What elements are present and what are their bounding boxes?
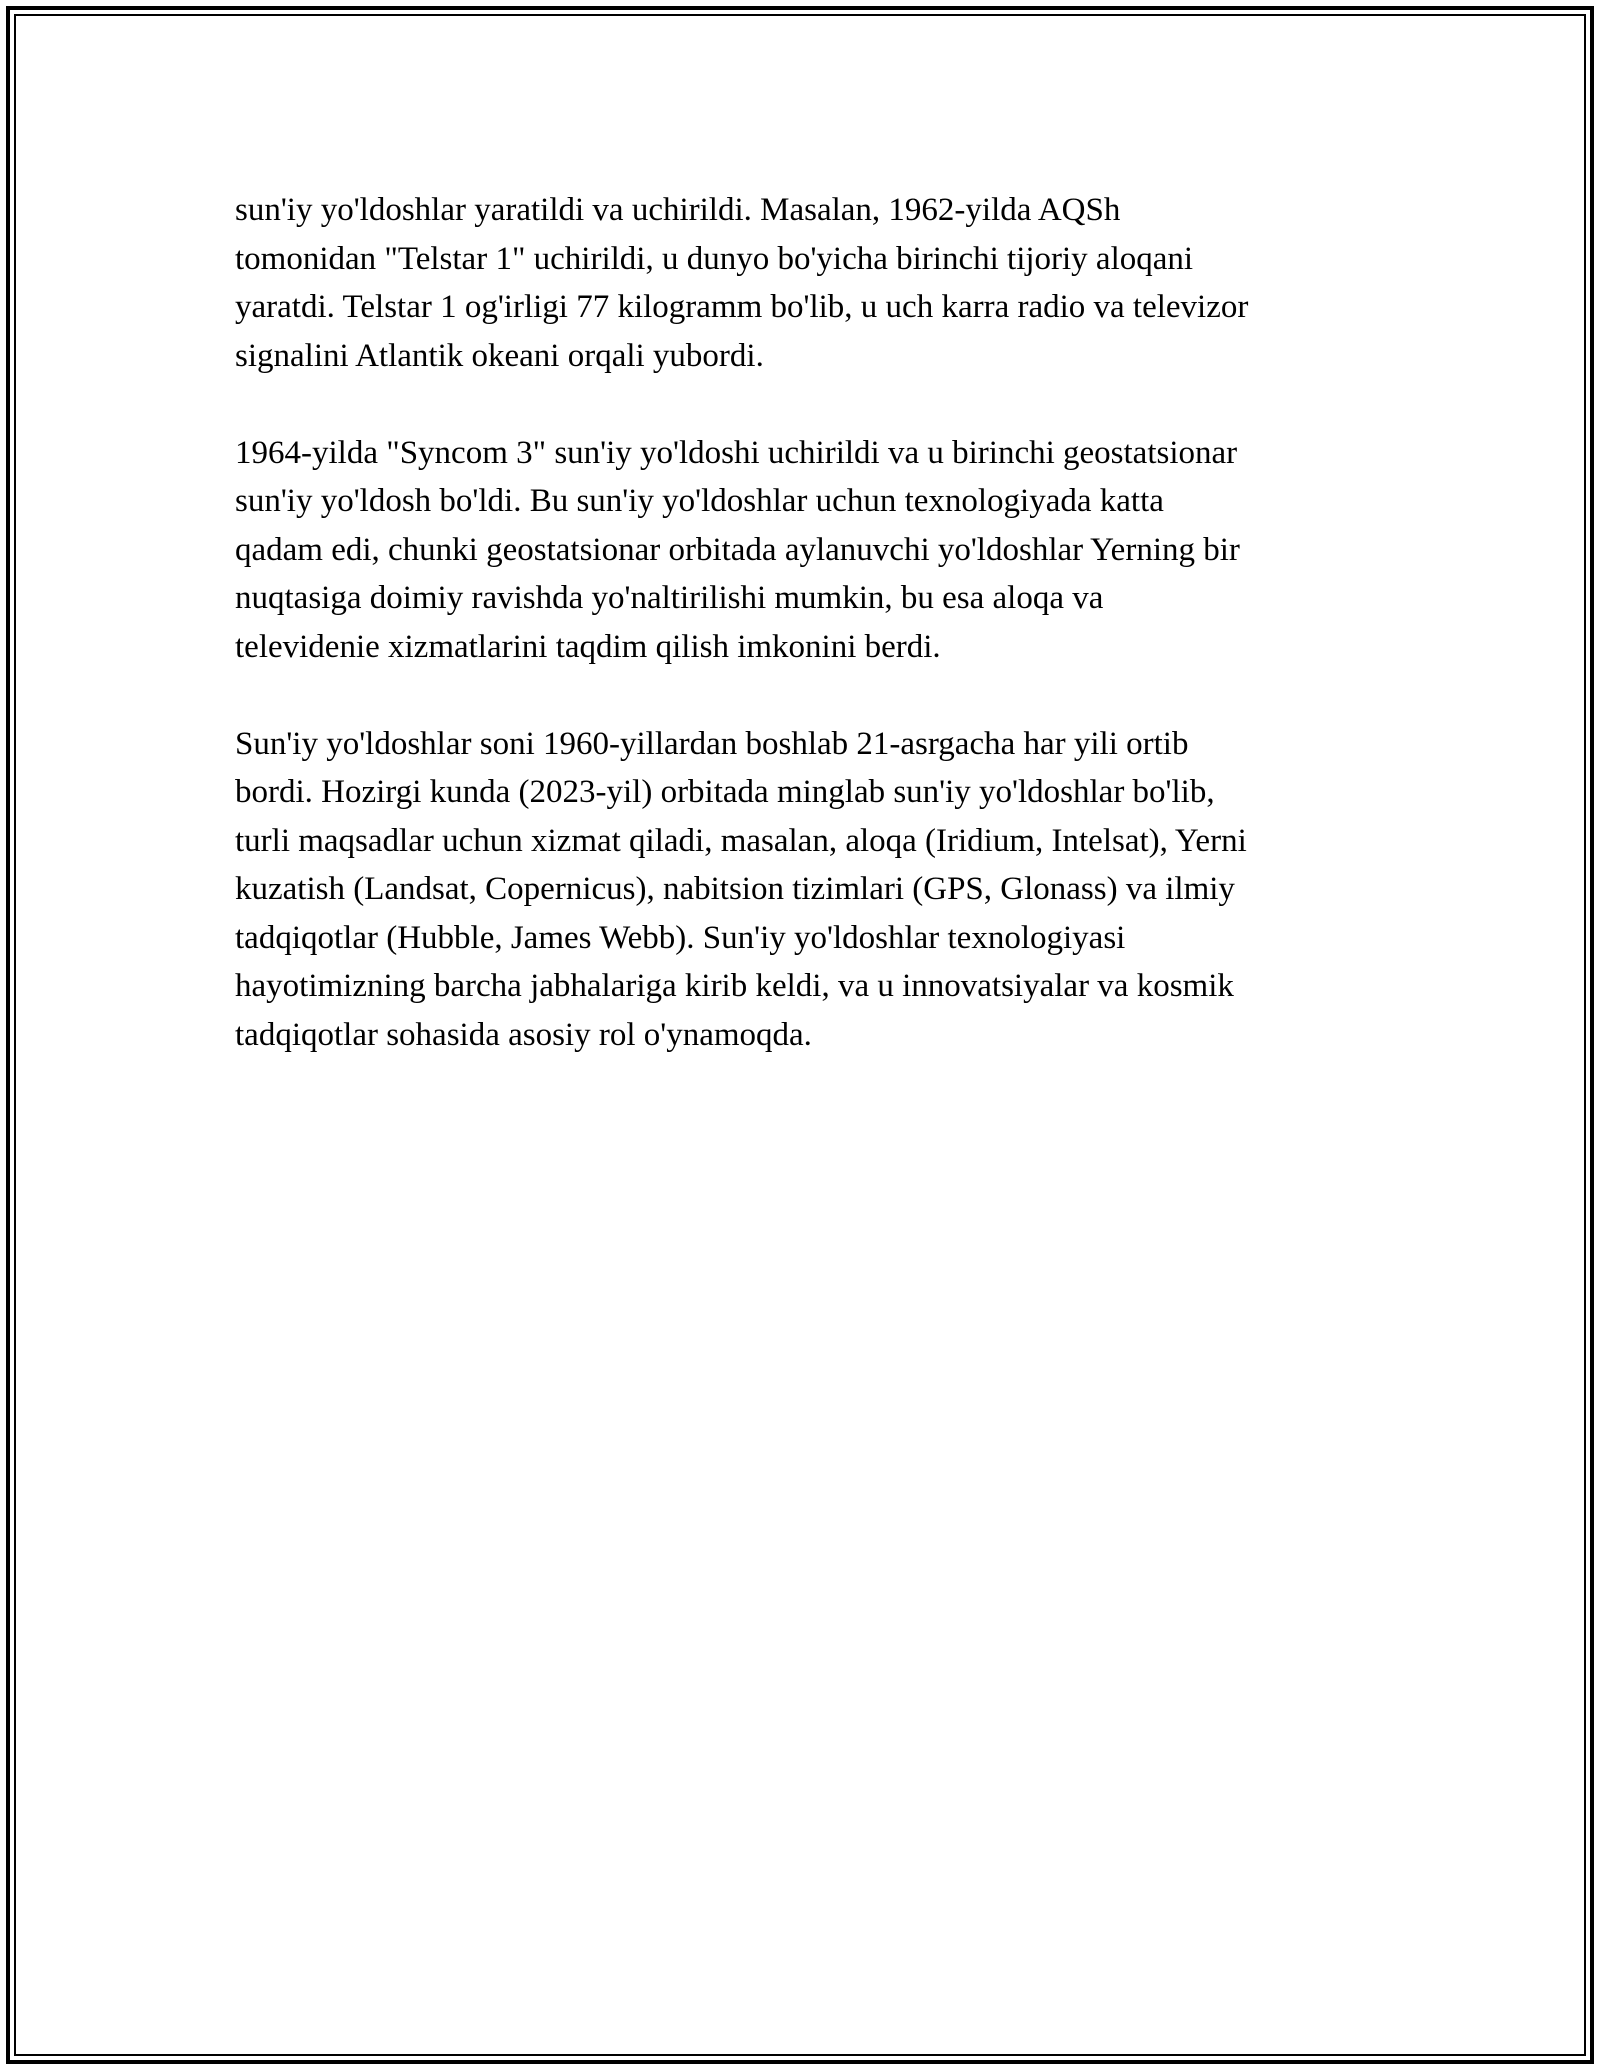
paragraph-telstar: sun'iy yo'ldoshlar yaratildi va uchirildi. Masalan, 1962-yilda AQSh tomonidan "Telstar 1" uchirildi, u dunyo bo'yicha birinchi tijoriy aloqani yaratdi. Telstar 1 og'irligi 77 kilogramm bo'lib, u uch karra radio va televizor signalini Atlantik okeani orqali yubordi. (235, 192, 1249, 374)
paragraph-modern-satellites: Sun'iy yo'ldoshlar soni 1960-yillardan boshlab 21-asrgacha har yili ortib bordi. Hozirgi kunda (2023-yil) orbitada minglab sun'iy yo'ldoshlar bo'lib, turli maqsadlar uchun xizmat qiladi, masalan, aloqa (Iridium, Intelsat), Yerni kuzatish (Landsat, Copernicus), nabitsion tizimlari (GPS, Glonass) va ilmiy tadqiqotlar (Hubble, James Webb). Sun'iy yo'ldoshlar texnologiyasi hayotimizning barcha jabhalariga kirib keldi, va u innovatsiyalar va kosmik tadqiqotlar sohasida asosiy rol o'ynamoqda. (235, 725, 1247, 1053)
paragraph-syncom: 1964-yilda "Syncom 3" sun'iy yo'ldoshi uchirildi va u birinchi geostatsionar sun'iy yo'ldosh bo'ldi. Bu sun'iy yo'ldoshlar uchun texnologiyada katta qadam edi, chunki geostatsionar orbitada aylanuvchi yo'ldoshlar Yerning bir nuqtasiga doimiy ravishda yo'naltirilishi mumkin, bu esa aloqa va televidenie xizmatlarini taqdim qilish imkonini berdi. (235, 434, 1240, 665)
document-body (235, 186, 1375, 1108)
